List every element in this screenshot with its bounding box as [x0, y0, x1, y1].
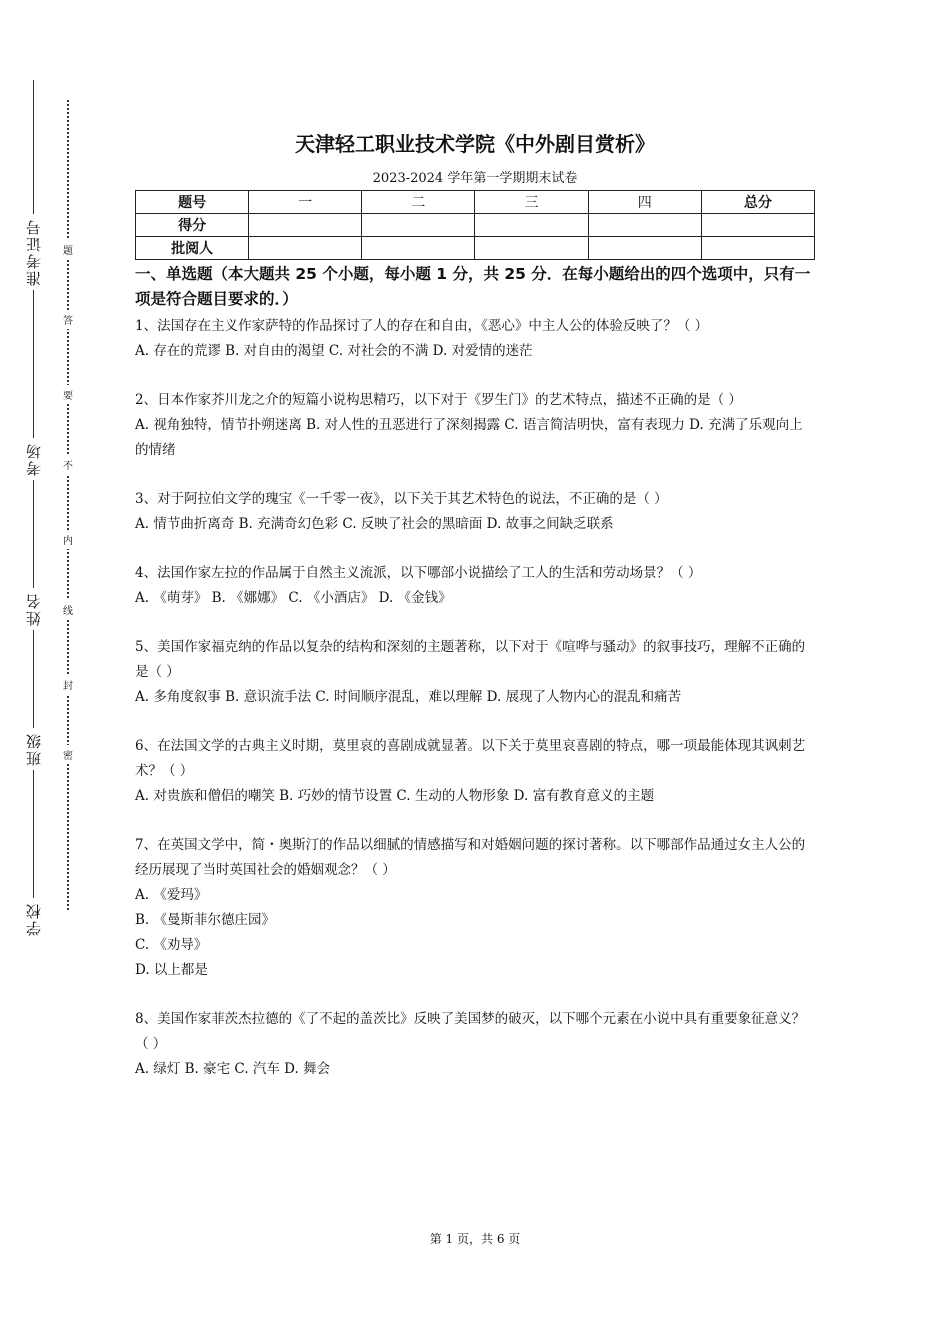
score-header-cell: 四 [588, 191, 701, 214]
seal-char: 内 [62, 530, 74, 549]
question-stem: 8、美国作家菲茨杰拉德的《了不起的盖茨比》反映了美国梦的破灭，以下哪个元素在小说中具有重要象征意义？（ ） [135, 1011, 806, 1052]
seal-char: 密 [62, 745, 74, 764]
exam-id-label: 准考证号 [24, 218, 43, 286]
section-title: 一、单选题（本大题共 25 个小题，每小题 1 分，共 25 分．在每小题给出的四个选项中，只有一项是符合题目要求的．） [135, 265, 811, 308]
question-stem: 1、法国存在主义作家萨特的作品探讨了人的存在和自由，《恶心》中主人公的体验反映了？（ ） [135, 318, 709, 334]
question-options: A. 存在的荒谬 B. 对自由的渴望 C. 对社会的不满 D. 对爱情的迷茫 [135, 343, 533, 359]
seal-dotted-line [67, 100, 69, 910]
question-8 [135, 1007, 815, 1082]
question-1 [135, 314, 815, 364]
score-cell[interactable] [701, 214, 814, 237]
seal-char: 答 [62, 310, 74, 329]
question-6 [135, 734, 815, 809]
question-options: A. 绿灯 B. 豪宅 C. 汽车 D. 舞会 [135, 1061, 331, 1077]
name-field[interactable] [18, 480, 48, 630]
exam-room-label: 考场 [24, 442, 43, 476]
question-options: A. 多角度叙事 B. 意识流手法 C. 时间顺序混乱，难以理解 D. 展现了人物内心的混乱和痛苦 [135, 689, 682, 705]
score-table-header-row [136, 191, 815, 214]
score-row-label: 得分 [136, 214, 249, 237]
question-stem: 6、在法国文学的古典主义时期，莫里哀的喜剧成就显著。以下关于莫里哀喜剧的特点，哪一项最能体现其讽刺艺术？（ ） [135, 738, 806, 779]
score-cell[interactable] [249, 214, 362, 237]
grader-cell[interactable] [701, 237, 814, 260]
school-field[interactable] [18, 770, 48, 940]
question-options: A. 对贵族和僧侣的嘲笑 B. 巧妙的情节设置 C. 生动的人物形象 D. 富有教育意义的主题 [135, 788, 655, 804]
option-c: C. 《劝导》 [135, 937, 208, 953]
question-options: A. 《萌芽》 B. 《娜娜》 C. 《小酒店》 D. 《金钱》 [135, 590, 452, 606]
question-stem: 3、对于阿拉伯文学的瑰宝《一千零一夜》，以下关于其艺术特色的说法，不正确的是（ ） [135, 491, 668, 507]
seal-char: 要 [62, 385, 74, 404]
question-options: A. 视角独特，情节扑朔迷离 B. 对人性的丑恶进行了深刻揭露 C. 语言简洁明快，富有表现力 D. 充满了乐观向上的情绪 [135, 417, 803, 458]
score-header-cell: 一 [249, 191, 362, 214]
question-5 [135, 635, 815, 710]
score-header-cell: 二 [362, 191, 475, 214]
question-4 [135, 561, 815, 611]
score-row [136, 214, 815, 237]
grader-cell[interactable] [249, 237, 362, 260]
question-options: A. 情节曲折离奇 B. 充满奇幻色彩 C. 反映了社会的黑暗面 D. 故事之间缺乏联系 [135, 516, 614, 532]
option-d: D. 以上都是 [135, 962, 208, 978]
score-table [135, 190, 815, 260]
option-b: B. 《曼斯菲尔德庄园》 [135, 912, 276, 928]
score-cell[interactable] [588, 214, 701, 237]
score-header-cell: 总分 [701, 191, 814, 214]
score-cell[interactable] [475, 214, 588, 237]
seal-char: 线 [62, 600, 74, 619]
grader-cell[interactable] [362, 237, 475, 260]
option-a: A. 《爱玛》 [135, 887, 208, 903]
exam-subtitle: 2023-2024 学年第一学期期末试卷 [372, 171, 578, 186]
question-7 [135, 833, 815, 983]
page-footer: 第 1 页，共 6 页 [429, 1232, 521, 1246]
school-label: 学校 [24, 902, 43, 936]
question-3 [135, 487, 815, 537]
question-stem: 7、在英国文学中，简・奥斯汀的作品以细腻的情感描写和对婚姻问题的探讨著称。以下哪部作品通过女主人公的经历展现了当时英国社会的婚姻观念？（ ） [135, 837, 806, 878]
question-stem: 5、美国作家福克纳的作品以复杂的结构和深刻的主题著称，以下对于《喧哗与骚动》的叙事技巧，理解不正确的是（ ） [135, 639, 806, 680]
class-label: 班级 [24, 732, 43, 766]
score-header-cell: 题号 [136, 191, 249, 214]
exam-paper [135, 128, 815, 1106]
score-header-cell: 三 [475, 191, 588, 214]
question-stem: 2、日本作家芥川龙之介的短篇小说构思精巧，以下对于《罗生门》的艺术特点，描述不正确的是（ ） [135, 392, 742, 408]
binding-margin [18, 80, 48, 940]
grader-row [136, 237, 815, 260]
exam-id-field[interactable] [18, 80, 48, 290]
question-2 [135, 388, 815, 463]
grader-cell[interactable] [588, 237, 701, 260]
grader-cell[interactable] [475, 237, 588, 260]
page-title: 天津轻工职业技术学院《中外剧目赏析》 [295, 132, 655, 156]
seal-char: 不 [62, 455, 74, 474]
grader-row-label: 批阅人 [136, 237, 249, 260]
seal-line [63, 100, 76, 910]
class-field[interactable] [18, 630, 48, 770]
score-cell[interactable] [362, 214, 475, 237]
seal-char: 题 [62, 240, 74, 259]
name-label: 姓名 [24, 592, 43, 626]
exam-room-field[interactable] [18, 290, 48, 480]
question-stem: 4、法国作家左拉的作品属于自然主义流派，以下哪部小说描绘了工人的生活和劳动场景？（ ） [135, 565, 702, 581]
seal-char: 封 [62, 675, 74, 694]
